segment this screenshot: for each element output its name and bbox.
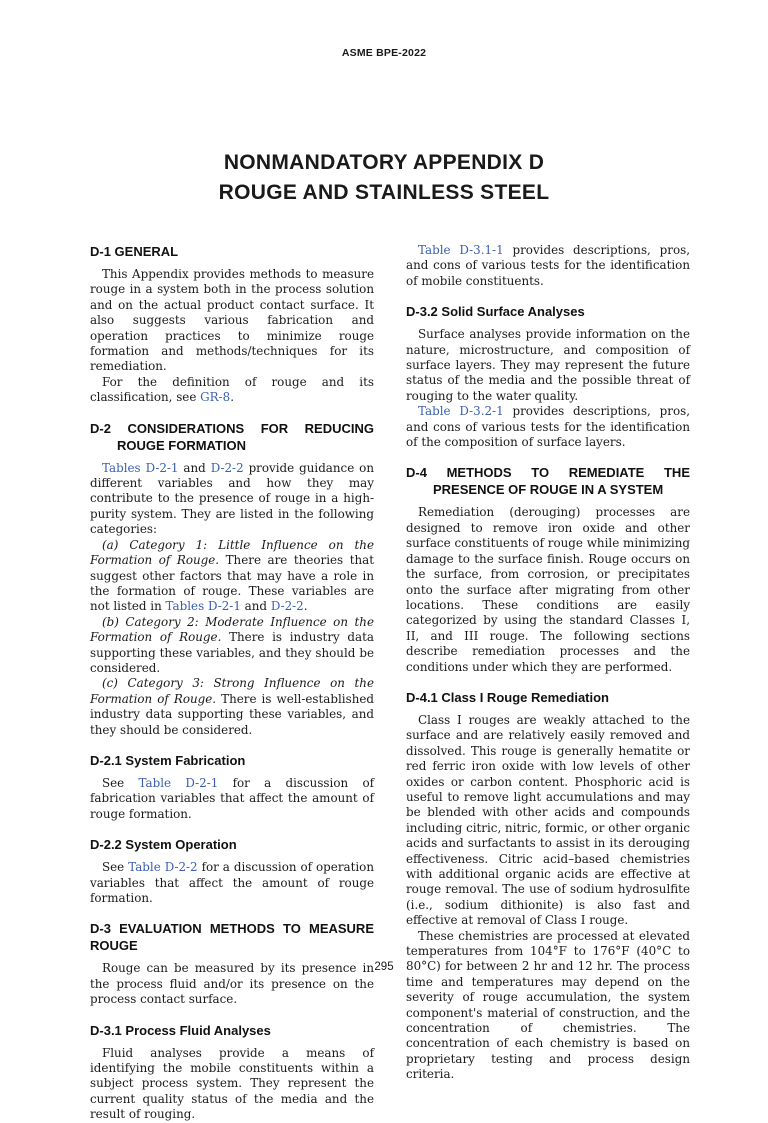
section-d1-definition: For the definition of rouge and its classification, see GR-8.	[90, 374, 374, 405]
category-1-item: (a) Category 1: Little Influence on the Formation of Rouge. There are theories that suggest other factors that may have a role in the formation of rouge. These variables are not listed in Tables D-2-1 and D-2-2.	[90, 537, 374, 614]
section-d1-heading: D-1 GENERAL	[90, 244, 179, 259]
section-d2-heading: D-2 CONSIDERATIONS FOR REDUCING ROUGE FORMATION	[90, 420, 374, 453]
page-number: 295	[374, 961, 394, 973]
section-d21-heading: D-2.1 System Fabrication	[90, 752, 246, 768]
section-d31-table-ref: Table D-3.1-1 provides descriptions, pros, and cons of various tests for the identification of mobile constituents.	[406, 243, 690, 288]
section-d31-paragraph: Fluid analyses provide a means of identifying the mobile constituents within a subject process system. They represent the current quality status of the media and the result of rouging.	[90, 1045, 374, 1122]
link-table-d-3-1-1[interactable]: Table D-3.1-1	[418, 243, 504, 257]
link-table-d-2-2[interactable]: Table D-2-2	[128, 860, 198, 875]
section-d1-paragraph: This Appendix provides methods to measure rouge in a system both in the process solution and on the actual product contact surface. It also suggests various fabrication and operation practices to minimize rouge formation and methods/techniques for its remediation.	[90, 267, 374, 374]
category-2-item: (b) Category 2: Moderate Influence on the Formation of Rouge. There is industry data supporting these variables, and they should be considered.	[90, 614, 375, 675]
section-d32-table-ref: Table D-3.2-1 provides descriptions, pros, and cons of various tests for the identification of the composition of surface layers.	[406, 404, 690, 450]
link-tables-d-2-1[interactable]: Tables D-2-1	[165, 599, 241, 614]
section-d41-heading: D-4.1 Class I Rouge Remediation	[406, 689, 609, 705]
section-d22-paragraph: See Table D-2-2 for a discussion of operation variables that affect the amount of rouge formation.	[90, 860, 374, 905]
left-column	[90, 243, 374, 1123]
link-d-2-2[interactable]: D-2-2	[270, 599, 304, 614]
link-d-2-2[interactable]: D-2-2	[210, 460, 244, 475]
section-d3-paragraph: Rouge can be measured by its presence in the process fluid and/or its presence on the process contact surface.	[90, 961, 374, 1007]
link-table-d-2-1[interactable]: Table D-2-1	[138, 775, 219, 790]
link-gr-8[interactable]: GR-8	[200, 390, 231, 405]
appendix-title-line2: ROUGE AND STAINLESS STEEL	[218, 181, 550, 204]
section-d21-paragraph: See Table D-2-1 for a discussion of fabrication variables that affect the amount of rouge formation.	[90, 775, 375, 821]
section-d32-paragraph: Surface analyses provide information on the nature, microstructure, and composition of surface layers. They may represent the future status of the media and the possible threat of rouging to the water quality.	[406, 327, 690, 403]
section-d4-paragraph: Remediation (derouging) processes are designed to remove iron oxide and other surface constituents of rouge while minimizing damage to the surface finish. Rouge occurs on the surface, from corrosion, or precipitates onto the surface after migrating from other locations. These conditions are easily categorized by using the standard Classes I, II, and III rouge. The following sections describe remediation processes and the conditions under which they are performed.	[406, 505, 690, 674]
appendix-title-line1: NONMANDATORY APPENDIX D	[223, 151, 545, 174]
link-d-2-1[interactable]: D-2-1	[145, 460, 179, 475]
right-column	[406, 243, 690, 1083]
link-tables-d-2-1[interactable]: Tables	[102, 460, 146, 475]
section-d4-heading: D-4 METHODS TO REMEDIATE THE PRESENCE OF ROUGE IN A SYSTEM	[406, 465, 690, 498]
running-head: ASME BPE-2022	[341, 47, 427, 59]
section-d31-heading: D-3.1 Process Fluid Analyses	[90, 1022, 271, 1038]
link-table-d-3-2-1[interactable]: Table D-3.2-1	[418, 404, 504, 419]
section-d2-paragraph: Tables D-2-1 and D-2-2 provide guidance on different variables and how they may contribute to the presence of rouge in a high-purity system. They are listed in the following categories:	[90, 460, 374, 537]
section-d22-heading: D-2.2 System Operation	[90, 837, 237, 853]
category-3-item: (c) Category 3: Strong Influence on the Formation of Rouge. There is well-established industry data supporting these variables, and they should be considered.	[90, 676, 374, 737]
appendix-title	[0, 148, 768, 208]
section-d41-paragraph-1: Class I rouges are weakly attached to the surface and are relatively easily removed and dissolved. This rouge is generally hematite or red ferric iron oxide with low levels of other oxides or carbon content. Phosphoric acid is useful to remove light accumulations and may be blended with other acids and compounds including citric, nitric, formic, or other organic acids and surfactants to assist in its derouging effectiveness. Citric acid–based chemistries with additional organic acids are effective at rouge removal. The use of sodium hydrosulfite (i.e., sodium dithionite) is also fast and effective at removal of Class I rouge.	[406, 712, 690, 928]
section-d32-heading: D-3.2 Solid Surface Analyses	[406, 304, 585, 320]
section-d3-heading: D-3 EVALUATION METHODS TO MEASURE ROUGE	[90, 921, 374, 954]
section-d41-paragraph-2: These chemistries are processed at elevated temperatures from 104°F to 176°F (40°C to 80°C) for between 2 hr and 12 hr. The process time and temperatures may depend on the severity of rouge accumulation, the system component's material of construction, and the concentration of chemistries. The concentration of each chemistry is based on proprietary testing and process design criteria.	[406, 928, 690, 1082]
